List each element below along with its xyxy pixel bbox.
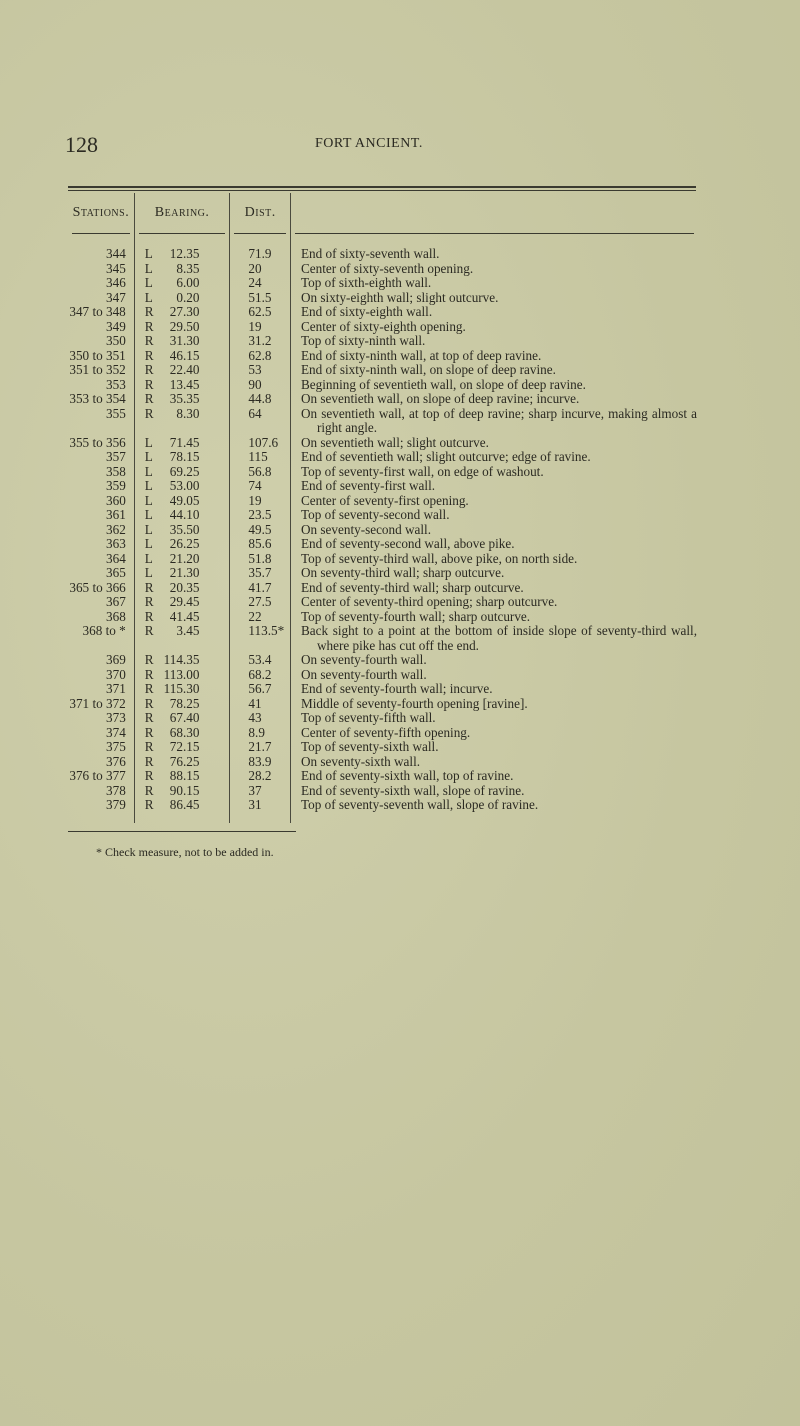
station-cell: 378 xyxy=(106,782,126,798)
header-rule-thin xyxy=(68,190,696,191)
station-cell: 347 to 348 xyxy=(69,304,126,319)
table-row xyxy=(68,755,698,770)
running-title: FORT ANCIENT. xyxy=(315,136,423,151)
distance-cell: 22 xyxy=(230,610,291,625)
table-row xyxy=(68,769,698,784)
description-text: End of seventieth wall; slight outcurve; edge of ravine. xyxy=(301,449,591,464)
table-row xyxy=(68,436,698,451)
distance-cell: 49.5 xyxy=(230,523,291,538)
bearing-direction-cell: L xyxy=(134,479,157,494)
table-row xyxy=(68,726,698,741)
bearing-degrees-cell: 49.05 xyxy=(169,492,200,508)
bearing-direction-cell: R xyxy=(134,682,157,697)
bearing-degrees-cell: 20.35 xyxy=(169,579,200,595)
bearing-degrees-cell: 67.40 xyxy=(169,710,200,725)
station-cell: 351 to 352 xyxy=(69,362,126,377)
station-cell: 363 xyxy=(106,536,126,551)
bearing-degrees-cell: 29.45 xyxy=(169,594,200,609)
station-cell: 353 xyxy=(106,376,126,392)
bearing-direction-cell: R xyxy=(134,653,157,668)
station-cell: 346 xyxy=(106,275,126,290)
bearing-degrees-cell: 90.15 xyxy=(169,782,200,798)
bearing-direction-cell: R xyxy=(134,798,157,813)
description-cell xyxy=(291,305,699,320)
description-cell xyxy=(291,450,699,465)
description-cell xyxy=(291,581,699,596)
bearing-direction-cell: L xyxy=(134,566,157,581)
station-cell: 350 xyxy=(106,333,126,348)
bearing-degrees-cell: 46.15 xyxy=(169,347,200,363)
bearing-direction-cell: R xyxy=(134,711,157,726)
table-row xyxy=(68,711,698,726)
station-cell: 355 to 356 xyxy=(69,434,126,450)
bearing-degrees-cell: 35.50 xyxy=(169,521,200,537)
bearing-direction-cell: R xyxy=(134,595,157,610)
table-row xyxy=(68,697,698,712)
description-cell xyxy=(291,798,699,813)
table-row xyxy=(68,262,698,277)
station-cell: 359 xyxy=(106,478,126,493)
description-cell xyxy=(291,392,699,407)
bearing-direction-cell: L xyxy=(134,247,157,262)
description-cell xyxy=(291,682,699,697)
distance-cell: 71.9 xyxy=(230,247,291,262)
bearing-direction-cell: L xyxy=(134,508,157,523)
description-text: Top of seventy-seventh wall, slope of ravine. xyxy=(301,797,539,812)
distance-cell: 83.9 xyxy=(230,755,291,770)
table-row xyxy=(68,624,698,653)
description-text: End of sixty-ninth wall, at top of deep ravine. xyxy=(301,347,542,363)
station-cell: 371 xyxy=(106,681,126,696)
description-cell xyxy=(291,552,699,567)
description-cell xyxy=(291,711,699,726)
bearing-degrees-cell: 69.25 xyxy=(169,463,200,479)
description-cell xyxy=(291,378,699,393)
distance-cell: 8.9 xyxy=(230,726,291,741)
description-cell xyxy=(291,523,699,538)
distance-cell: 74 xyxy=(230,479,291,494)
bearing-direction-cell: R xyxy=(134,784,157,799)
description-cell xyxy=(291,349,699,364)
table-row xyxy=(68,320,698,335)
description-cell xyxy=(291,668,699,683)
description-cell xyxy=(291,769,699,784)
table-row xyxy=(68,363,698,378)
bearing-degrees-cell: 13.45 xyxy=(169,376,200,392)
distance-cell: 41.7 xyxy=(230,581,291,596)
station-cell: 368 xyxy=(106,608,126,624)
bearing-direction-cell: R xyxy=(134,363,157,378)
bearing-direction-cell: R xyxy=(134,697,157,712)
column-header-dist: Dist. xyxy=(230,193,291,233)
table-row xyxy=(68,247,698,262)
table-row xyxy=(68,784,698,799)
table-row xyxy=(68,740,698,755)
bearing-degrees-cell: 8.30 xyxy=(176,405,200,421)
description-text: End of seventy-fourth wall; incurve. xyxy=(301,681,493,696)
description-text: Top of seventy-fifth wall. xyxy=(301,710,436,725)
distance-cell: 21.7 xyxy=(230,740,291,755)
description-cell xyxy=(291,755,699,770)
bearing-direction-cell: R xyxy=(134,726,157,741)
description-cell xyxy=(291,276,699,291)
distance-cell: 27.5 xyxy=(230,595,291,610)
bearing-direction-cell: L xyxy=(134,465,157,480)
description-text: Top of seventy-second wall. xyxy=(301,507,450,522)
bearing-degrees-cell: 21.30 xyxy=(169,565,200,580)
column-header-description xyxy=(291,193,699,233)
bearing-direction-cell: L xyxy=(134,537,157,552)
description-cell xyxy=(291,320,699,335)
bearing-direction-cell: R xyxy=(134,407,157,436)
bearing-direction-cell: R xyxy=(134,624,157,653)
bearing-direction-cell: L xyxy=(134,494,157,509)
description-text: End of seventy-sixth wall, top of ravine. xyxy=(301,768,514,783)
description-text: Top of seventy-fourth wall; sharp outcurve. xyxy=(301,608,531,624)
description-cell xyxy=(291,291,699,306)
table-row xyxy=(68,566,698,581)
table-row xyxy=(68,479,698,494)
station-cell: 379 xyxy=(106,797,126,812)
bearing-direction-cell: R xyxy=(134,320,157,335)
bearing-direction-cell: R xyxy=(134,334,157,349)
station-cell: 365 to 366 xyxy=(69,579,126,595)
table-row xyxy=(68,407,698,436)
distance-cell: 113.5* xyxy=(230,624,291,653)
table-row xyxy=(68,523,698,538)
table-row xyxy=(68,378,698,393)
description-cell xyxy=(291,465,699,480)
description-cell xyxy=(291,726,699,741)
description-text: End of sixty-seventh wall. xyxy=(301,246,440,261)
bearing-degrees-cell: 12.35 xyxy=(169,246,200,261)
distance-cell: 19 xyxy=(230,494,291,509)
table-header-row xyxy=(68,193,698,233)
description-cell xyxy=(291,262,699,277)
description-text: End of seventy-third wall; sharp outcurve. xyxy=(301,579,524,595)
description-text: End of sixty-eighth wall. xyxy=(301,304,433,319)
station-cell: 371 to 372 xyxy=(69,695,126,711)
bearing-direction-cell: R xyxy=(134,581,157,596)
bearing-degrees-cell: 26.25 xyxy=(169,536,200,551)
bearing-direction-cell: L xyxy=(134,436,157,451)
description-text: Top of seventy-third wall, above pike, on north side. xyxy=(301,550,578,566)
bearing-direction-cell: L xyxy=(134,262,157,277)
bearing-degrees-cell: 6.00 xyxy=(176,275,200,290)
station-cell: 376 xyxy=(106,753,126,769)
bearing-direction-cell: R xyxy=(134,668,157,683)
description-text: On seventieth wall, at top of deep ravine; sharp incurve, making almost a right angle. xyxy=(301,405,697,435)
bearing-degrees-cell: 78.25 xyxy=(169,695,200,711)
distance-cell: 41 xyxy=(230,697,291,712)
table-row xyxy=(68,349,698,364)
description-text: On seventieth wall; slight outcurve. xyxy=(301,434,489,450)
description-cell xyxy=(291,479,699,494)
bearing-direction-cell: R xyxy=(134,349,157,364)
description-cell xyxy=(291,624,699,653)
station-cell: 360 xyxy=(106,492,126,508)
description-cell xyxy=(291,334,699,349)
description-cell xyxy=(291,363,699,378)
description-text: On seventy-fourth wall. xyxy=(301,652,427,667)
table-row xyxy=(68,392,698,407)
description-text: On sixty-eighth wall; slight outcurve. xyxy=(301,289,499,305)
bearing-degrees-cell: 68.30 xyxy=(169,724,200,740)
description-text: Center of sixty-eighth opening. xyxy=(301,318,466,334)
distance-cell: 62.5 xyxy=(230,305,291,320)
distance-cell: 107.6 xyxy=(230,436,291,451)
footnote: * Check measure, not to be added in. xyxy=(96,845,274,859)
description-cell xyxy=(291,784,699,799)
description-cell xyxy=(291,537,699,552)
bearing-direction-cell: R xyxy=(134,740,157,755)
bearing-degrees-cell: 72.15 xyxy=(169,739,200,754)
table-row xyxy=(68,552,698,567)
table-row xyxy=(68,334,698,349)
bearing-degrees-cell: 22.40 xyxy=(169,362,200,377)
distance-cell: 64 xyxy=(230,407,291,436)
distance-cell: 28.2 xyxy=(230,769,291,784)
description-text: End of seventy-second wall, above pike. xyxy=(301,536,515,551)
description-text: Back sight to a point at the bottom of inside slope of seventy-third wall, where pike has cut off the end. xyxy=(301,623,697,653)
table-row xyxy=(68,653,698,668)
bearing-degrees-cell: 8.35 xyxy=(176,260,200,276)
distance-cell: 23.5 xyxy=(230,508,291,523)
description-cell xyxy=(291,247,699,262)
table-row xyxy=(68,668,698,683)
table-row xyxy=(68,276,698,291)
distance-cell: 37 xyxy=(230,784,291,799)
distance-cell: 44.8 xyxy=(230,392,291,407)
column-header-bearing: Bearing. xyxy=(134,193,230,233)
description-cell xyxy=(291,653,699,668)
station-cell: 376 to 377 xyxy=(69,768,126,783)
description-cell xyxy=(291,508,699,523)
bearing-direction-cell: R xyxy=(134,769,157,784)
description-cell xyxy=(291,740,699,755)
distance-cell: 90 xyxy=(230,378,291,393)
description-text: On seventy-sixth wall. xyxy=(301,753,421,769)
description-cell xyxy=(291,595,699,610)
bearing-direction-cell: R xyxy=(134,378,157,393)
distance-cell: 35.7 xyxy=(230,566,291,581)
table-row xyxy=(68,595,698,610)
description-text: Top of seventy-first wall, on edge of washout. xyxy=(301,463,544,479)
description-text: Center of seventy-third opening; sharp outcurve. xyxy=(301,594,558,609)
distance-cell: 85.6 xyxy=(230,537,291,552)
distance-cell: 43 xyxy=(230,711,291,726)
bearing-degrees-cell: 78.15 xyxy=(169,449,200,464)
table-row xyxy=(68,610,698,625)
station-cell: 375 xyxy=(106,739,126,754)
footnote-rule xyxy=(68,831,296,832)
distance-cell: 68.2 xyxy=(230,668,291,683)
station-cell: 347 xyxy=(106,289,126,305)
bearing-degrees-cell: 31.30 xyxy=(169,333,200,348)
station-cell: 355 xyxy=(106,405,126,421)
description-cell xyxy=(291,566,699,581)
table-row xyxy=(68,494,698,509)
station-cell: 365 xyxy=(106,565,126,580)
bearing-degrees-cell: 27.30 xyxy=(169,304,200,319)
description-text: Center of sixty-seventh opening. xyxy=(301,260,474,276)
distance-cell: 31.2 xyxy=(230,334,291,349)
bearing-direction-cell: L xyxy=(134,276,157,291)
bearing-direction-cell: R xyxy=(134,610,157,625)
bearing-degrees-cell: 115.30 xyxy=(163,681,200,696)
bearing-degrees-cell: 0.20 xyxy=(176,289,200,305)
bearing-degrees-cell: 41.45 xyxy=(169,608,200,624)
description-text: Center of seventy-fifth opening. xyxy=(301,724,471,740)
station-cell: 374 xyxy=(106,724,126,740)
table-row xyxy=(68,465,698,480)
table-row xyxy=(68,581,698,596)
description-text: On seventy-second wall. xyxy=(301,521,432,537)
description-text: Beginning of seventieth wall, on slope of deep ravine. xyxy=(301,376,586,392)
description-cell xyxy=(291,407,699,436)
station-cell: 349 xyxy=(106,318,126,334)
station-cell: 373 xyxy=(106,710,126,725)
station-cell: 364 xyxy=(106,550,126,566)
bearing-degrees-cell: 29.50 xyxy=(169,318,200,334)
station-cell: 368 to * xyxy=(82,623,126,638)
description-cell xyxy=(291,494,699,509)
bearing-degrees-cell: 35.35 xyxy=(169,391,200,406)
table-row xyxy=(68,291,698,306)
description-text: On seventy-fourth wall. xyxy=(301,666,427,682)
survey-table xyxy=(68,193,698,823)
bearing-direction-cell: R xyxy=(134,755,157,770)
page-header xyxy=(65,132,725,162)
bearing-degrees-cell: 76.25 xyxy=(169,753,200,769)
description-text: End of seventy-first wall. xyxy=(301,478,436,493)
station-cell: 357 xyxy=(106,449,126,464)
column-header-stations: Stations. xyxy=(72,204,130,220)
distance-cell: 51.8 xyxy=(230,552,291,567)
bearing-degrees-cell: 53.00 xyxy=(169,478,200,493)
header-rule xyxy=(68,186,696,188)
description-text: Middle of seventy-fourth opening [ravine]. xyxy=(301,695,528,711)
header-separator xyxy=(68,233,698,247)
page-number: 128 xyxy=(65,132,98,157)
bearing-direction-cell: L xyxy=(134,552,157,567)
table-end-spacer xyxy=(68,813,698,823)
distance-cell: 20 xyxy=(230,262,291,277)
bearing-direction-cell: R xyxy=(134,305,157,320)
bearing-direction-cell: L xyxy=(134,291,157,306)
description-text: On seventieth wall, on slope of deep ravine; incurve. xyxy=(301,391,580,406)
distance-cell: 62.8 xyxy=(230,349,291,364)
station-cell: 358 xyxy=(106,463,126,479)
description-text: Top of sixth-eighth wall. xyxy=(301,275,432,290)
table-row xyxy=(68,537,698,552)
distance-cell: 53.4 xyxy=(230,653,291,668)
bearing-degrees-cell: 44.10 xyxy=(169,507,200,522)
description-text: Top of sixty-ninth wall. xyxy=(301,333,426,348)
bearing-degrees-cell: 21.20 xyxy=(169,550,200,566)
station-cell: 362 xyxy=(106,521,126,537)
station-cell: 344 xyxy=(106,246,126,261)
distance-cell: 56.7 xyxy=(230,682,291,697)
bearing-degrees-cell: 113.00 xyxy=(163,666,200,682)
description-text: End of seventy-sixth wall, slope of ravine. xyxy=(301,782,525,798)
station-cell: 367 xyxy=(106,594,126,609)
station-cell: 353 to 354 xyxy=(69,391,126,406)
description-cell xyxy=(291,697,699,712)
table-row xyxy=(68,682,698,697)
distance-cell: 53 xyxy=(230,363,291,378)
bearing-degrees-cell: 71.45 xyxy=(169,434,200,450)
description-cell xyxy=(291,436,699,451)
description-cell xyxy=(291,610,699,625)
table-row xyxy=(68,305,698,320)
station-cell: 361 xyxy=(106,507,126,522)
distance-cell: 115 xyxy=(230,450,291,465)
distance-cell: 31 xyxy=(230,798,291,813)
distance-cell: 19 xyxy=(230,320,291,335)
distance-cell: 51.5 xyxy=(230,291,291,306)
station-cell: 345 xyxy=(106,260,126,276)
bearing-direction-cell: L xyxy=(134,450,157,465)
bearing-degrees-cell: 86.45 xyxy=(169,797,200,812)
distance-cell: 24 xyxy=(230,276,291,291)
description-text: Center of seventy-first opening. xyxy=(301,492,469,508)
description-text: End of sixty-ninth wall, on slope of deep ravine. xyxy=(301,362,556,377)
station-cell: 350 to 351 xyxy=(69,347,126,363)
table-row xyxy=(68,508,698,523)
bearing-direction-cell: R xyxy=(134,392,157,407)
distance-cell: 56.8 xyxy=(230,465,291,480)
description-text: On seventy-third wall; sharp outcurve. xyxy=(301,565,505,580)
station-cell: 370 xyxy=(106,666,126,682)
bearing-degrees-cell: 88.15 xyxy=(169,768,200,783)
table-row xyxy=(68,798,698,813)
bearing-degrees-cell: 114.35 xyxy=(163,652,200,667)
bearing-direction-cell: L xyxy=(134,523,157,538)
bearing-degrees-cell: 3.45 xyxy=(176,623,200,638)
table-row xyxy=(68,450,698,465)
station-cell: 369 xyxy=(106,652,126,667)
description-text: Top of seventy-sixth wall. xyxy=(301,739,439,754)
